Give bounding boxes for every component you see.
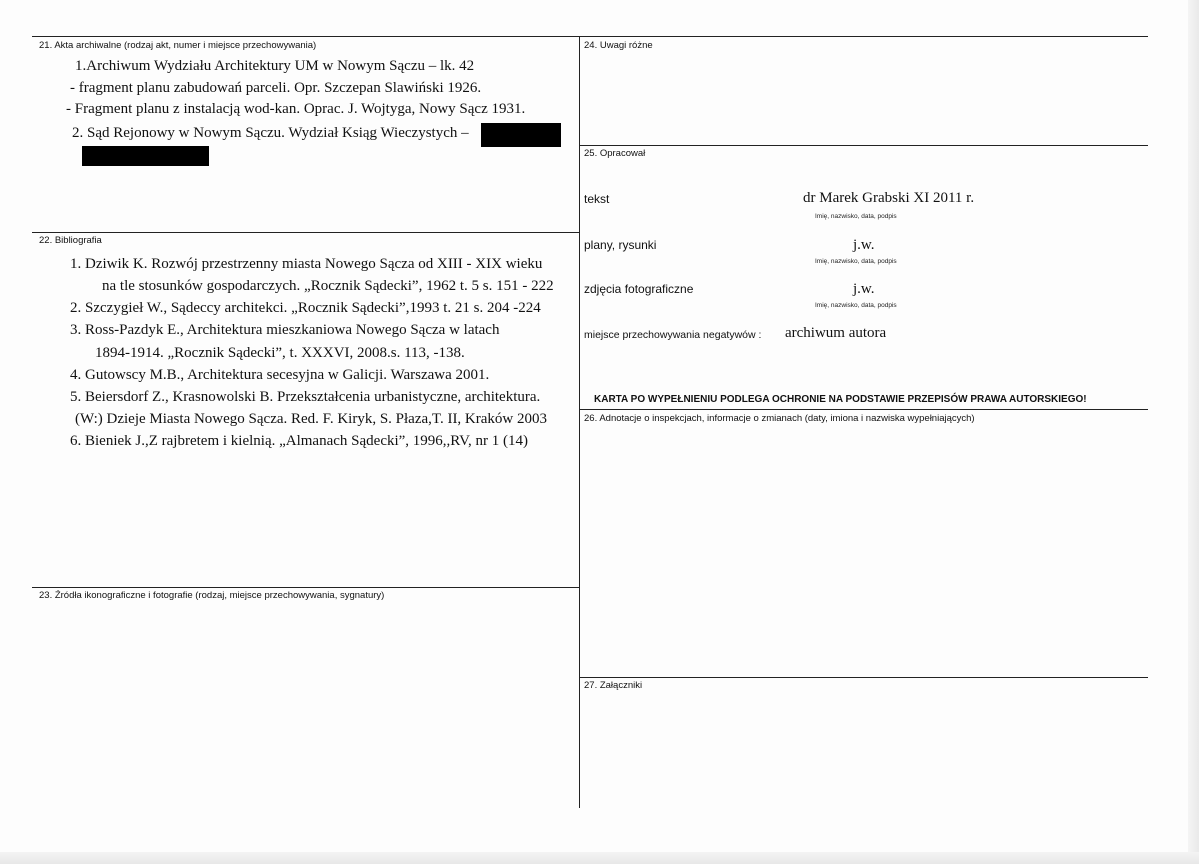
negatives-location-label: miejsce przechowywania negatywów :	[584, 329, 762, 341]
center-divider	[579, 36, 580, 808]
s22-line-1: 1. Dziwik K. Rozwój przestrzenny miasta Nowego Sącza od XIII - XIX wieku	[70, 256, 543, 272]
photos-author-caption: Imię, nazwisko, data, podpis	[815, 302, 897, 309]
copyright-notice: KARTA PO WYPEŁNIENIU PODLEGA OCHRONIE NA PODSTAWIE PRZEPISÓW PRAWA AUTORSKIEGO!	[594, 394, 1087, 405]
photos-author-value: j.w.	[853, 281, 875, 297]
section-27-label: 27. Załączniki	[584, 680, 643, 691]
text-author-label: tekst	[584, 192, 610, 206]
negatives-location-value: archiwum autora	[785, 325, 887, 341]
s22-line-7: 5. Beiersdorf Z., Krasnowolski B. Przekształcenia urbanistyczne, architektura.	[70, 389, 541, 405]
section-22-label: 22. Bibliografia	[39, 235, 102, 246]
rule-26	[579, 409, 1148, 410]
s22-line-9: 6. Bieniek J.,Z rajbretem i kielnią. „Almanach Sądecki”, 1996,,RV, nr 1 (14)	[70, 433, 528, 449]
top-rule	[32, 36, 1148, 37]
text-author-value: dr Marek Grabski XI 2011 r.	[803, 190, 975, 206]
rule-27	[579, 677, 1148, 678]
rule-25	[579, 145, 1148, 146]
s21-line-2: - fragment planu zabudowań parceli. Opr. Szczepan Slawiński 1926.	[70, 80, 482, 96]
s22-line-8: (W:) Dzieje Miasta Nowego Sącza. Red. F. Kiryk, S. Płaza,T. II, Kraków 2003	[75, 411, 548, 427]
plans-author-label: plany, rysunki	[584, 238, 657, 252]
s22-line-6: 4. Gutowscy M.B., Architektura secesyjna w Galicji. Warszawa 2001.	[70, 367, 490, 383]
s22-line-4: 3. Ross-Pazdyk E., Architektura mieszkaniowa Nowego Sącza w latach	[70, 322, 500, 338]
scan-edge-right	[1188, 0, 1199, 864]
text-author-caption: Imię, nazwisko, data, podpis	[815, 213, 897, 220]
section-25-label: 25. Opracował	[584, 148, 646, 159]
s22-line-2: na tle stosunków gospodarczych. „Rocznik Sądecki”, 1962 t. 5 s. 151 - 222	[102, 278, 554, 294]
section-21-label: 21. Akta archiwalne (rodzaj akt, numer i miejsce przechowywania)	[39, 40, 317, 51]
plans-author-caption: Imię, nazwisko, data, podpis	[815, 258, 897, 265]
section-24-label: 24. Uwagi różne	[584, 40, 653, 51]
photos-author-label: zdjęcia fotograficzne	[584, 282, 694, 296]
redaction-block-1	[481, 123, 561, 147]
s21-line-4: 2. Sąd Rejonowy w Nowym Sączu. Wydział Ksiąg Wieczystych –	[72, 125, 469, 141]
rule-23	[32, 587, 579, 588]
rule-22	[32, 232, 579, 233]
plans-author-value: j.w.	[853, 237, 875, 253]
s21-line-3: - Fragment planu z instalacją wod-kan. Oprac. J. Wojtyga, Nowy Sącz 1931.	[66, 101, 526, 117]
s22-line-3: 2. Szczygieł W., Sądeccy architekci. „Rocznik Sądecki”,1993 t. 21 s. 204 -224	[70, 300, 541, 316]
section-26-label: 26. Adnotacje o inspekcjach, informacje o zmianach (daty, imiona i nazwiska wypełniających)	[584, 413, 975, 424]
scan-edge-bottom	[0, 852, 1199, 864]
s22-line-5: 1894-1914. „Rocznik Sądecki”, t. XXXVI, 2008.s. 113, -138.	[95, 345, 465, 361]
section-23-label: 23. Źródła ikonograficzne i fotografie (rodzaj, miejsce przechowywania, sygnatury)	[39, 590, 385, 601]
redaction-block-2	[82, 146, 209, 166]
s21-line-1: 1.Archiwum Wydziału Architektury UM w Nowym Sączu – lk. 42	[75, 58, 475, 74]
